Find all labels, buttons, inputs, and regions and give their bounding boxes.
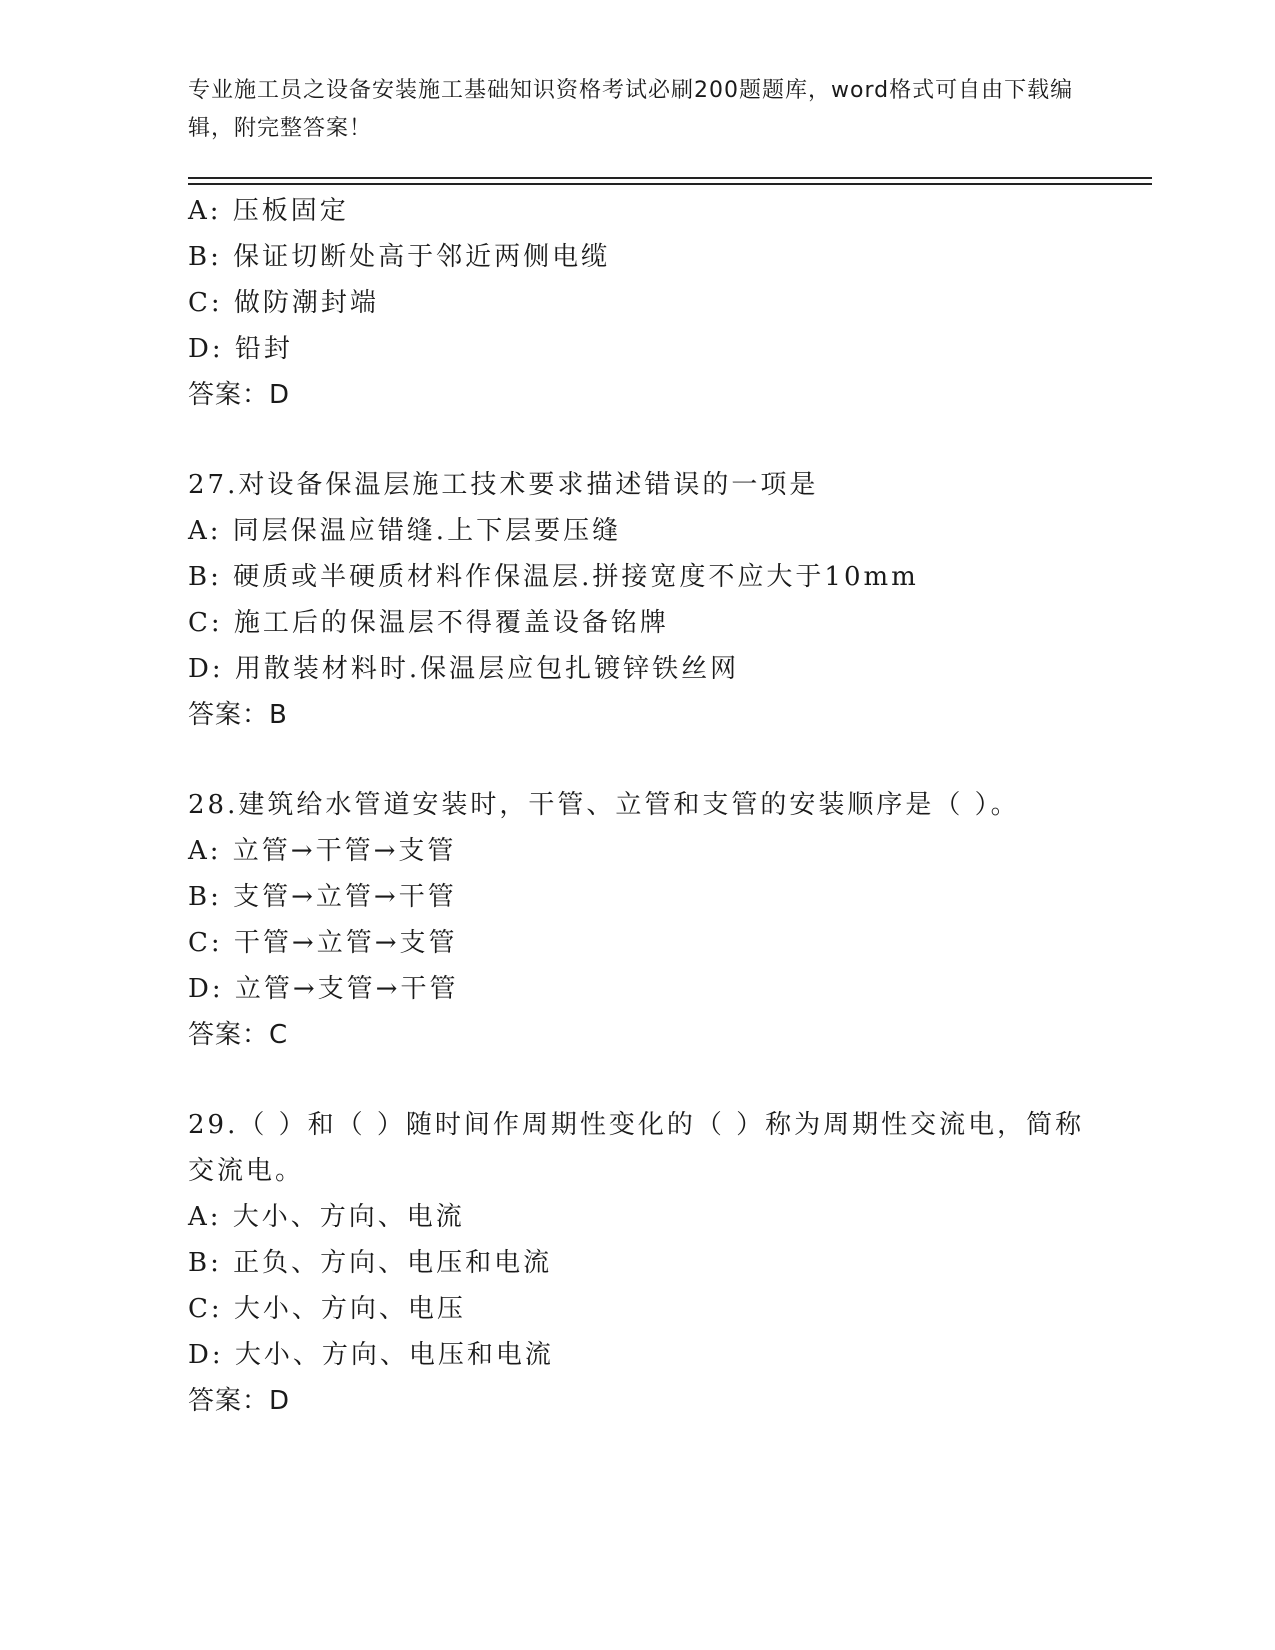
answer-line: 答案：B bbox=[188, 700, 288, 730]
question-text: 27.对设备保温层施工技术要求描述错误的一项是 bbox=[188, 470, 819, 500]
question-27 bbox=[188, 462, 1088, 738]
option-a: A: 立管→干管→支管 bbox=[188, 836, 457, 866]
question-29 bbox=[188, 1102, 1088, 1424]
document-header: 专业施工员之设备安装施工基础知识资格考试必刷200题题库，word格式可自由下载编辑，附完整答案！ bbox=[188, 78, 1074, 141]
option-d: D: 用散装材料时.保温层应包扎镀锌铁丝网 bbox=[188, 654, 740, 684]
option-a: A: 同层保温应错缝.上下层要压缝 bbox=[188, 516, 622, 546]
spacer bbox=[188, 738, 1088, 782]
answer-line: 答案：D bbox=[188, 380, 291, 410]
answer-line: 答案：D bbox=[188, 1386, 291, 1416]
question-text: 29.（ ）和（ ）随时间作周期性变化的（ ）称为周期性交流电，简称交流电。 bbox=[188, 1110, 1085, 1186]
option-c: C: 干管→立管→支管 bbox=[188, 928, 458, 958]
option-b: B: 硬质或半硬质材料作保温层.拼接宽度不应大于10mm bbox=[188, 562, 919, 592]
question-28 bbox=[188, 782, 1088, 1058]
option-a: A: 压板固定 bbox=[188, 196, 349, 226]
question-26 bbox=[188, 188, 1088, 418]
option-d: D: 立管→支管→干管 bbox=[188, 974, 459, 1004]
question-text: 28.建筑给水管道安装时，干管、立管和支管的安装顺序是（ ）。 bbox=[188, 790, 1020, 820]
option-b: B: 保证切断处高于邻近两侧电缆 bbox=[188, 242, 611, 272]
option-b: B: 正负、方向、电压和电流 bbox=[188, 1248, 553, 1278]
spacer bbox=[188, 418, 1088, 462]
question-list bbox=[188, 188, 1088, 1424]
option-b: B: 支管→立管→干管 bbox=[188, 882, 457, 912]
option-a: A: 大小、方向、电流 bbox=[188, 1202, 465, 1232]
spacer bbox=[188, 1058, 1088, 1102]
option-c: C: 大小、方向、电压 bbox=[188, 1294, 466, 1324]
option-c: C: 做防潮封端 bbox=[188, 288, 379, 318]
option-c: C: 施工后的保温层不得覆盖设备铭牌 bbox=[188, 608, 669, 638]
option-d: D: 大小、方向、电压和电流 bbox=[188, 1340, 554, 1370]
header-divider-top bbox=[188, 177, 1152, 179]
answer-line: 答案：C bbox=[188, 1020, 289, 1050]
option-d: D: 铅封 bbox=[188, 334, 293, 364]
header-divider-bottom bbox=[188, 183, 1152, 185]
